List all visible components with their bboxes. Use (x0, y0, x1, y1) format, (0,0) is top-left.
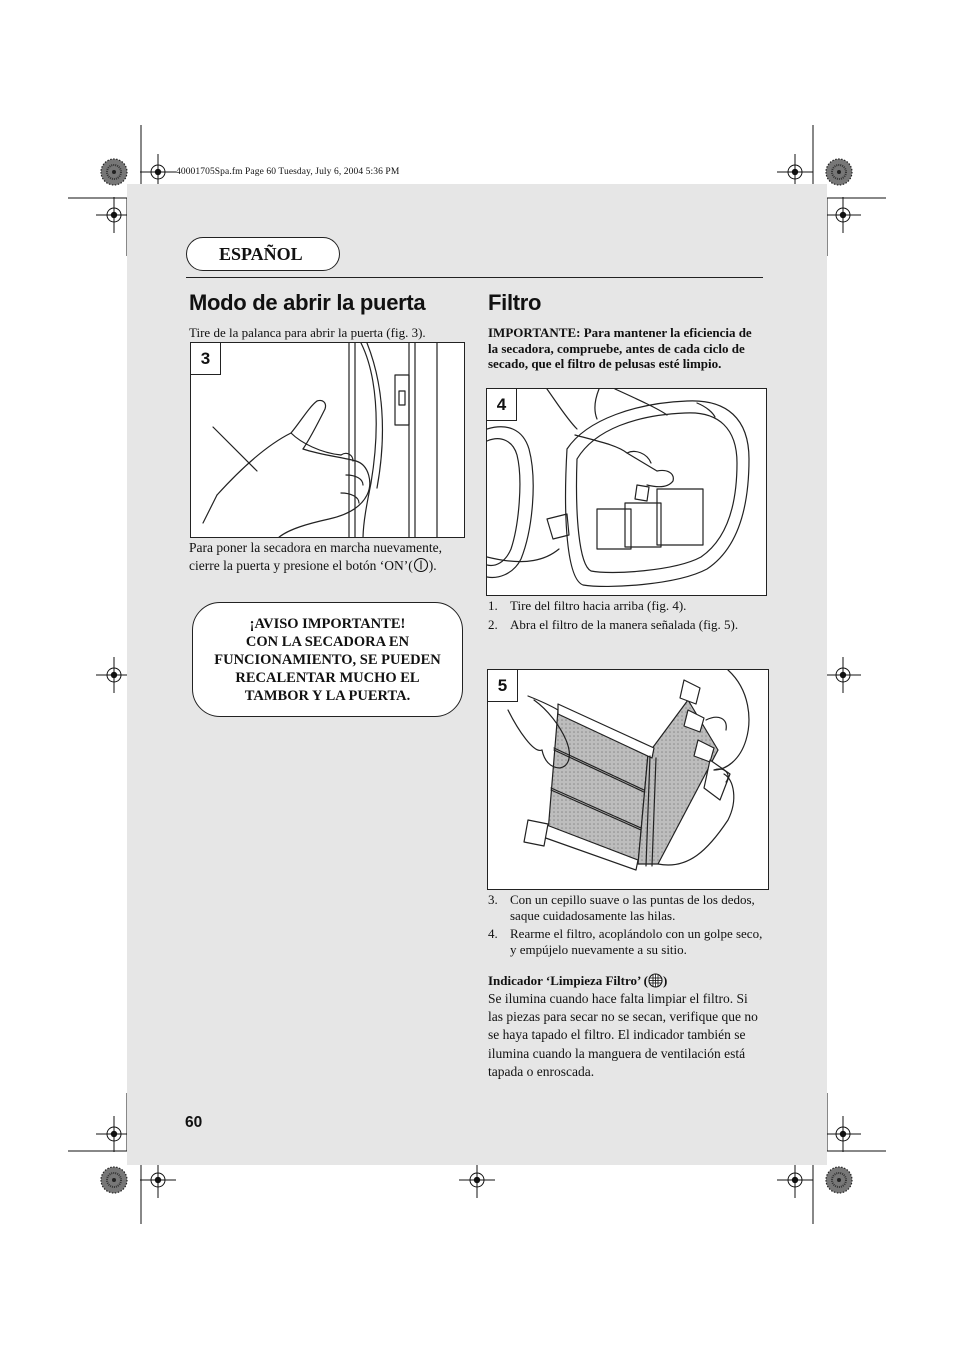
figure-3-illustration (191, 343, 465, 538)
list-item (488, 598, 766, 614)
door-section-heading: Modo de abrir la puerta (189, 290, 426, 315)
step-number: 2. (488, 616, 498, 632)
filter-important-note: IMPORTANTE: Para mantener la eficiencia de la secadora, compruebe, antes de cada ciclo de secado, que el filtro de pelusas esté limpio. (488, 325, 752, 371)
power-button-icon (413, 557, 429, 573)
figure-3-number: 3 (191, 343, 221, 375)
indicator-label (488, 973, 766, 989)
filter-cleaning-icon (648, 973, 663, 988)
figure-4 (486, 388, 767, 596)
step-number: 3. (488, 892, 498, 907)
warning-line: RECALENTAR MUCHO EL (235, 670, 420, 686)
figure-5 (487, 669, 769, 890)
step-number: 4. (488, 926, 498, 941)
warning-line: FUNCIONAMIENTO, SE PUEDEN (214, 652, 441, 668)
figure-3 (190, 342, 465, 538)
language-tab-label: ESPAÑOL (219, 244, 303, 264)
indicator-description: Se ilumina cuando hace falta limpiar el filtro. Si las piezas para secar no se secan, verifique que no se haya tapado el filtro. El indicador también se ilumina cuando la manguera de ventilación está tapada o enroscada. (488, 991, 758, 1079)
indicator-label-text: Indicador ‘Limpieza Filtro’ ( (488, 973, 648, 988)
restart-text-end: ). (428, 558, 437, 574)
warning-line: ¡AVISO IMPORTANTE! (249, 616, 406, 632)
list-item (488, 926, 766, 957)
steps-list-a (488, 598, 766, 632)
file-header: 40001705Spa.fm Page 60 Tuesday, July 6, 2004 5:36 PM (176, 167, 400, 177)
header-rule (186, 277, 763, 278)
indicator-label-end: ) (662, 973, 668, 988)
list-item (488, 617, 766, 633)
page-number: 60 (185, 1114, 203, 1131)
warning-line: TAMBOR Y LA PUERTA. (244, 688, 411, 704)
restart-text: Para poner la secadora en marcha nuevamente, cierre la puerta y presione el botón ‘ON’( (189, 540, 442, 574)
filter-section-heading: Filtro (488, 290, 542, 315)
figure-4-number: 4 (487, 389, 517, 421)
step-text: Tire del filtro hacia arriba (fig. 4). (510, 598, 687, 613)
step-text: Abra el filtro de la manera señalada (fig. 5). (510, 616, 739, 632)
warning-line: CON LA SECADORA EN (245, 634, 410, 650)
language-tab (186, 237, 340, 271)
figure-5-number: 5 (488, 670, 518, 702)
step-number: 1. (488, 598, 498, 613)
figure-4-illustration (487, 389, 767, 596)
warning-box (192, 602, 463, 717)
step-text: Con un cepillo suave o las puntas de los dedos, saque cuidadosamente las hilas. (510, 892, 755, 923)
restart-instructions (189, 539, 457, 575)
door-intro-text: Tire de la palanca para abrir la puerta (fig. 3). (189, 325, 426, 340)
list-item (488, 892, 766, 923)
step-text: Rearme el filtro, acoplándolo con un golpe seco, y empújelo nuevamente a su sitio. (510, 926, 763, 957)
steps-list-b (488, 892, 766, 957)
figure-5-illustration (488, 670, 769, 890)
